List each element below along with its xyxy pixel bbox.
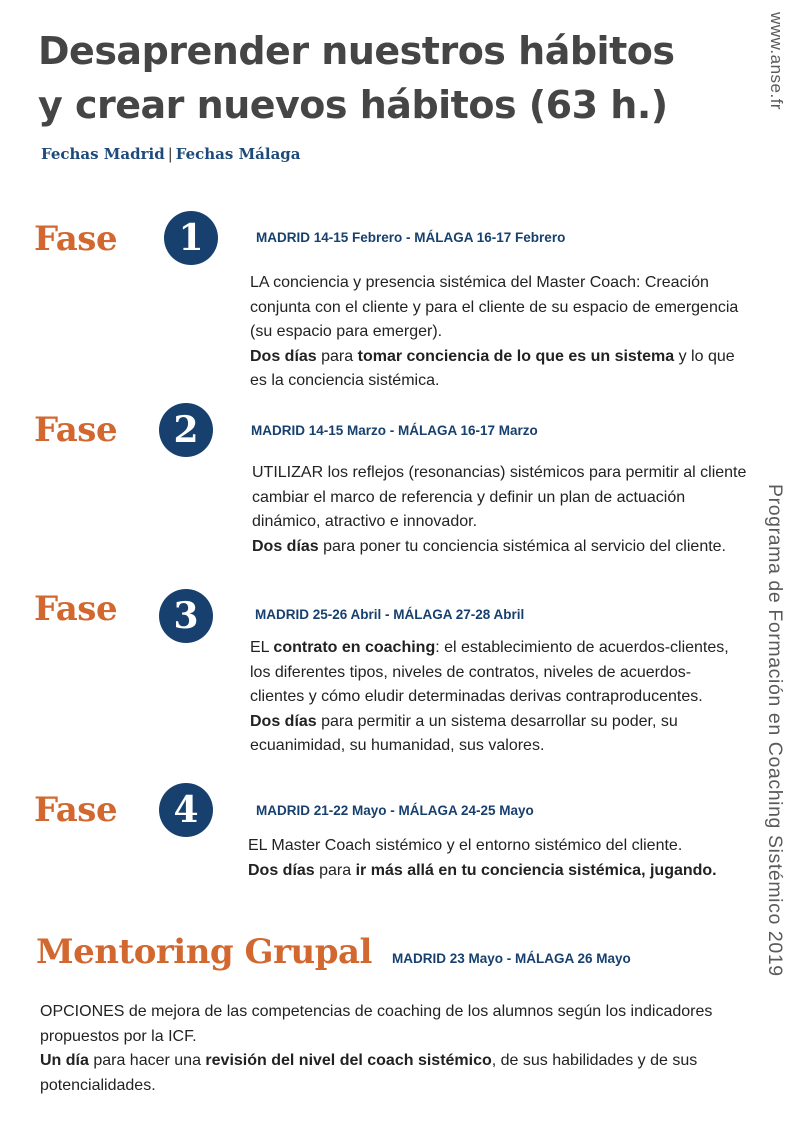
mentoring-dates: MADRID 23 Mayo - MÁLAGA 26 Mayo bbox=[392, 951, 631, 966]
mentoring-desc-emphasis: Un día para hacer una revisión del nivel del coach sistémico, de sus habilidades y de sus potencialidades. bbox=[40, 1052, 698, 1094]
mentoring-description bbox=[40, 1000, 740, 1098]
phase-2-number-badge: 2 bbox=[159, 403, 213, 457]
title-line-1: Desaprender nuestros hábitos bbox=[38, 29, 675, 73]
phase-1-description bbox=[250, 271, 750, 394]
phase-4-desc-emphasis: Dos días para ir más allá en tu conciencia sistémica, jugando. bbox=[248, 861, 717, 879]
phase-1-desc-text: LA conciencia y presencia sistémica del Master Coach: Creación conjunta con el cliente y para el cliente de su espacio de emergencia (su espacio para emerger). bbox=[250, 274, 739, 340]
phase-1-desc-emphasis: Dos días para tomar conciencia de lo que es un sistema y lo que es la conciencia sistémica. bbox=[250, 347, 735, 389]
subtitle-madrid: Fechas Madrid bbox=[41, 145, 165, 163]
phase-2-desc-text: UTILIZAR los reflejos (resonancias) sistémicos para permitir al cliente cambiar el marco de referencia y definir un plan de actuación dinámico, atractivo e innovador. bbox=[252, 464, 747, 530]
phase-4-desc-text: EL Master Coach sistémico y el entorno sistémico del cliente. bbox=[248, 837, 683, 854]
phase-2-desc-emphasis: Dos días para poner tu conciencia sistémica al servicio del cliente. bbox=[252, 537, 726, 555]
subtitle-separator: | bbox=[167, 145, 173, 163]
phase-2-description bbox=[252, 461, 747, 559]
phase-3-label: Fase bbox=[34, 589, 118, 629]
phase-2-label: Fase bbox=[34, 410, 118, 450]
phase-3-number-badge: 3 bbox=[159, 589, 213, 643]
phase-3-description bbox=[250, 636, 730, 759]
phase-1-number-badge: 1 bbox=[164, 211, 218, 265]
phase-1-dates: MADRID 14-15 Febrero - MÁLAGA 16-17 Febrero bbox=[256, 230, 566, 245]
program-name: Programa de Formación en Coaching Sistémico 2019 bbox=[764, 484, 786, 977]
phase-2-dates: MADRID 14-15 Marzo - MÁLAGA 16-17 Marzo bbox=[251, 423, 538, 438]
page-title bbox=[38, 24, 728, 132]
phase-4-dates: MADRID 21-22 Mayo - MÁLAGA 24-25 Mayo bbox=[256, 803, 534, 818]
phase-3-desc-emphasis: Dos días para permitir a un sistema desarrollar su poder, su ecuanimidad, su humanidad, sus valores. bbox=[250, 712, 678, 754]
title-line-2: y crear nuevos hábitos (63 h.) bbox=[38, 83, 668, 127]
mentoring-label: Mentoring Grupal bbox=[36, 932, 372, 972]
phase-3-dates: MADRID 25-26 Abril - MÁLAGA 27-28 Abril bbox=[255, 607, 525, 622]
phase-3-desc-text: EL contrato en coaching: el establecimiento de acuerdos-clientes, los diferentes tipos, niveles de contratos, niveles de acuerdos-clientes y cómo eludir determinadas derivas contraproducentes. bbox=[250, 639, 729, 705]
phase-1-label: Fase bbox=[34, 219, 118, 259]
phase-4-description bbox=[248, 834, 738, 883]
phase-4-number-badge: 4 bbox=[159, 783, 213, 837]
dates-subtitle bbox=[41, 145, 301, 163]
website-url: www.anse.fr bbox=[767, 12, 786, 111]
phase-4-label: Fase bbox=[34, 790, 118, 830]
mentoring-desc-text: OPCIONES de mejora de las competencias de coaching de los alumnos según los indicadores propuestos por la ICF. bbox=[40, 1003, 713, 1045]
subtitle-malaga: Fechas Málaga bbox=[175, 145, 301, 163]
